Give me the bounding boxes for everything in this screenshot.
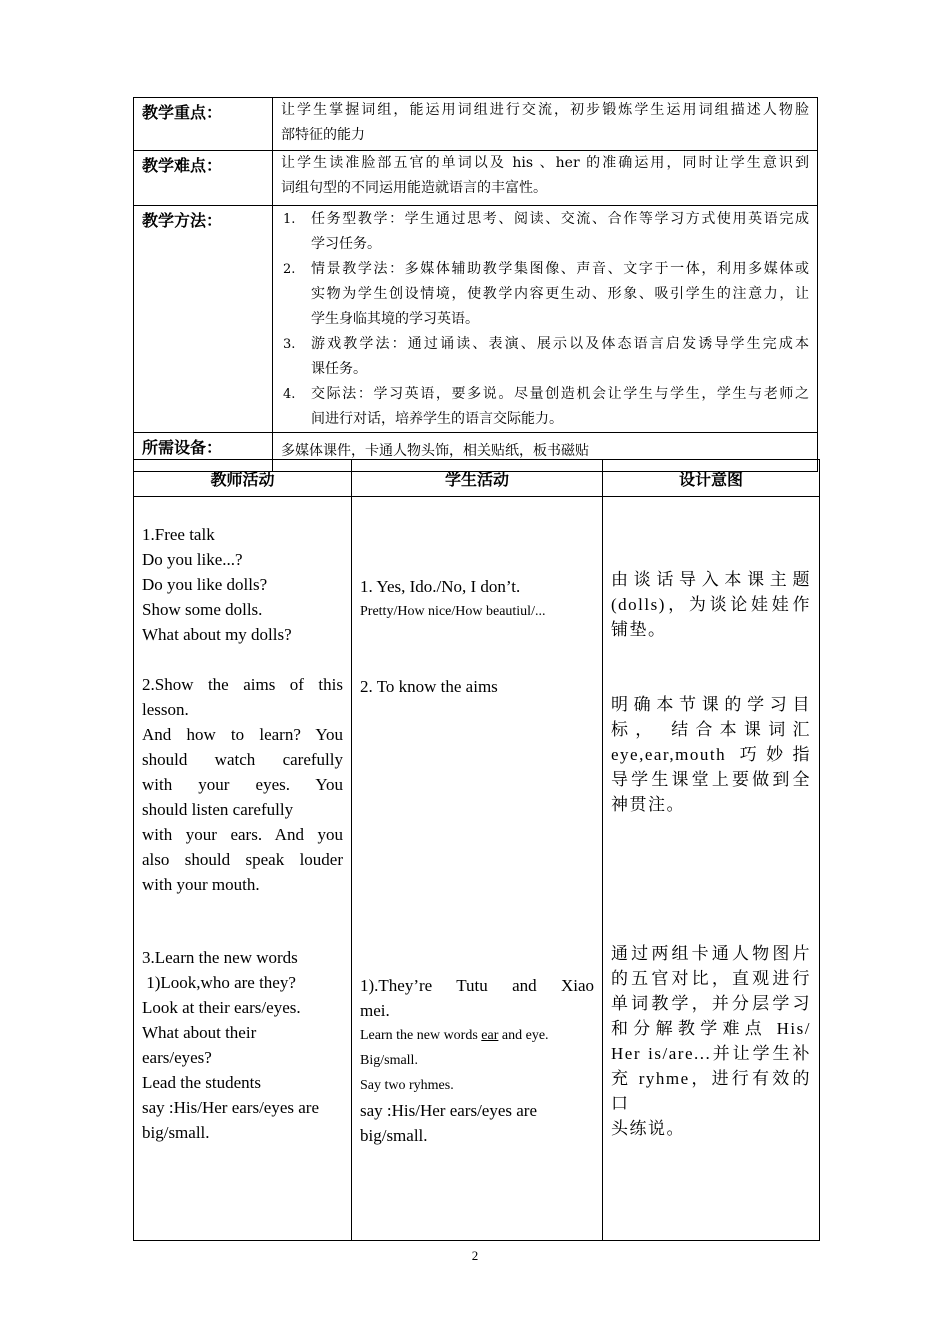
text-line: with your mouth.	[142, 875, 260, 894]
method-line: 游戏教学法：通过诵读、表演、展示以及体态语言启发诱导学生完成本	[311, 336, 809, 352]
text-line: 1. Yes, Ido./No, I don’t.	[360, 577, 521, 596]
text-line: lesson.	[142, 700, 189, 719]
method-line: 课任务。	[311, 361, 367, 377]
text-line: 2. To know the aims	[360, 677, 498, 696]
text-line: 2.Show the aims of this	[142, 675, 343, 694]
intent-step-aims	[611, 692, 811, 817]
text-line: 由谈话导入本课主题	[611, 570, 811, 589]
method-item	[281, 332, 809, 382]
text-line: Big/small.	[360, 1053, 418, 1068]
page-number: 2	[471, 1248, 479, 1263]
lesson-info-table	[133, 97, 818, 472]
teacher-activity-header: 教师活动	[134, 460, 352, 497]
method-line: 学习任务。	[311, 236, 381, 252]
text-line: What about my dolls?	[142, 625, 292, 644]
text-line: 充 ryhme，进行有效的口	[611, 1069, 811, 1113]
student-activity-header: 学生活动	[352, 460, 603, 497]
text-line: 3.Learn the new words	[142, 948, 298, 967]
method-item	[281, 382, 809, 432]
student-activity-cell	[352, 497, 603, 1241]
difficulties-label: 教学难点：	[134, 151, 273, 206]
method-line: 情景教学法：多媒体辅助教学集图像、声音、文字于一体，利用多媒体或	[311, 261, 809, 277]
text-line: 通过两组卡通人物图片	[611, 944, 811, 963]
text-fragment: and eye.	[498, 1028, 549, 1043]
intent-step-free-talk	[611, 567, 811, 642]
learn-new-words-line	[360, 1023, 594, 1048]
text-line: mei.	[360, 1001, 390, 1020]
text-line: Do you like dolls?	[142, 575, 268, 594]
teacher-activity-cell	[134, 497, 352, 1241]
text-line: 标， 结合本课词汇	[611, 720, 811, 739]
activities-body-row	[134, 497, 820, 1241]
key-points-label: 教学重点：	[134, 98, 273, 151]
text-fragment: Learn the new words	[360, 1028, 482, 1043]
underlined-word: ear	[481, 1028, 499, 1043]
method-item	[281, 207, 809, 257]
teacher-step-free-talk	[142, 522, 343, 647]
text-line: should listen carefully	[142, 800, 294, 819]
text-line: also should speak louder	[142, 850, 343, 869]
text-line: 铺垫。	[611, 620, 667, 639]
text-line: What about their	[142, 1023, 257, 1042]
difficulties-value	[273, 151, 818, 206]
text-line: say :His/Her ears/eyes are	[360, 1101, 538, 1120]
key-points-value	[273, 98, 818, 151]
text-line: big/small.	[142, 1123, 210, 1142]
key-points-line: 让学生掌握词组，能运用词组进行交流，初步锻炼学生运用词组描述人物脸	[281, 102, 809, 118]
text-line: should watch carefully	[142, 750, 343, 769]
text-line: Do you like...?	[142, 550, 243, 569]
equipment-value: 多媒体课件，卡通人物头饰，相关贴纸，板书磁贴	[273, 433, 818, 472]
text-line: with your ears. And you	[142, 825, 343, 844]
text-line: 明确本节课的学习目	[611, 695, 811, 714]
key-points-line: 部特征的能力	[281, 127, 365, 143]
text-line: 导学生课堂上要做到全	[611, 770, 811, 789]
difficulties-line: 让学生读准脸部五官的单词以及 his 、her 的准确运用，同时让学生意识到	[281, 155, 809, 171]
text-line: 单词教学，并分层学习	[611, 994, 811, 1013]
student-step-free-talk	[360, 574, 594, 624]
text-line: Her is/are...并让学生补	[611, 1044, 811, 1063]
methods-value	[273, 206, 818, 433]
student-step-aims	[360, 674, 594, 699]
text-line: 1).They’re Tutu and Xiao	[360, 976, 594, 995]
text-line: big/small.	[360, 1126, 428, 1145]
text-line: Lead the students	[142, 1073, 261, 1092]
text-line: 1.Free talk	[142, 525, 215, 544]
key-points-row	[134, 98, 818, 151]
method-number: 2.	[283, 262, 296, 277]
methods-row	[134, 206, 818, 433]
text-line: eye,ear,mouth 巧妙指	[611, 745, 811, 764]
equipment-label: 所需设备：	[134, 433, 273, 472]
student-step-new-words	[360, 973, 594, 1148]
text-line: Show some dolls.	[142, 600, 263, 619]
text-line: 头练说。	[611, 1119, 685, 1138]
difficulties-line: 词组句型的不同运用能造就语言的丰富性。	[281, 180, 547, 196]
text-line: with your eyes. You	[142, 775, 343, 794]
text-line: 和分解教学难点 His/	[611, 1019, 811, 1038]
method-line: 实物为学生创设情境，使教学内容更生动、形象、吸引学生的注意力，让	[311, 286, 809, 302]
methods-list	[281, 207, 809, 432]
method-line: 学生身临其境的学习英语。	[311, 311, 479, 327]
text-line: Say two ryhmes.	[360, 1078, 454, 1093]
teacher-step-show-aims	[142, 672, 343, 897]
text-line: ears/eyes?	[142, 1048, 212, 1067]
method-line: 交际法：学习英语，要多说。尽量创造机会让学生与学生，学生与老师之	[311, 386, 809, 402]
text-line: (dolls)，为谈论娃娃作	[611, 595, 811, 614]
text-line: say :His/Her ears/eyes are	[142, 1098, 320, 1117]
methods-label: 教学方法：	[134, 206, 273, 433]
method-line: 间进行对话，培养学生的语言交际能力。	[311, 411, 563, 427]
text-line: 的五官对比，直观进行	[611, 969, 811, 988]
method-number: 1.	[283, 212, 296, 227]
text-line: 1)Look,who are they?	[142, 973, 296, 992]
method-number: 3.	[283, 337, 296, 352]
text-line: 神贯注。	[611, 795, 685, 814]
text-line: Pretty/How nice/How beautiul/...	[360, 604, 546, 619]
method-line: 任务型教学：学生通过思考、阅读、交流、合作等学习方式使用英语完成	[311, 211, 809, 227]
text-line: And how to learn? You	[142, 725, 343, 744]
activities-table	[133, 459, 820, 1241]
intent-step-new-words	[611, 941, 811, 1141]
difficulties-row	[134, 151, 818, 206]
design-intent-header: 设计意图	[603, 460, 820, 497]
method-item	[281, 257, 809, 332]
design-intent-cell	[603, 497, 820, 1241]
method-number: 4.	[283, 387, 296, 402]
text-line: Look at their ears/eyes.	[142, 998, 301, 1017]
teacher-step-new-words	[142, 945, 343, 1145]
activities-header-row	[134, 460, 820, 497]
